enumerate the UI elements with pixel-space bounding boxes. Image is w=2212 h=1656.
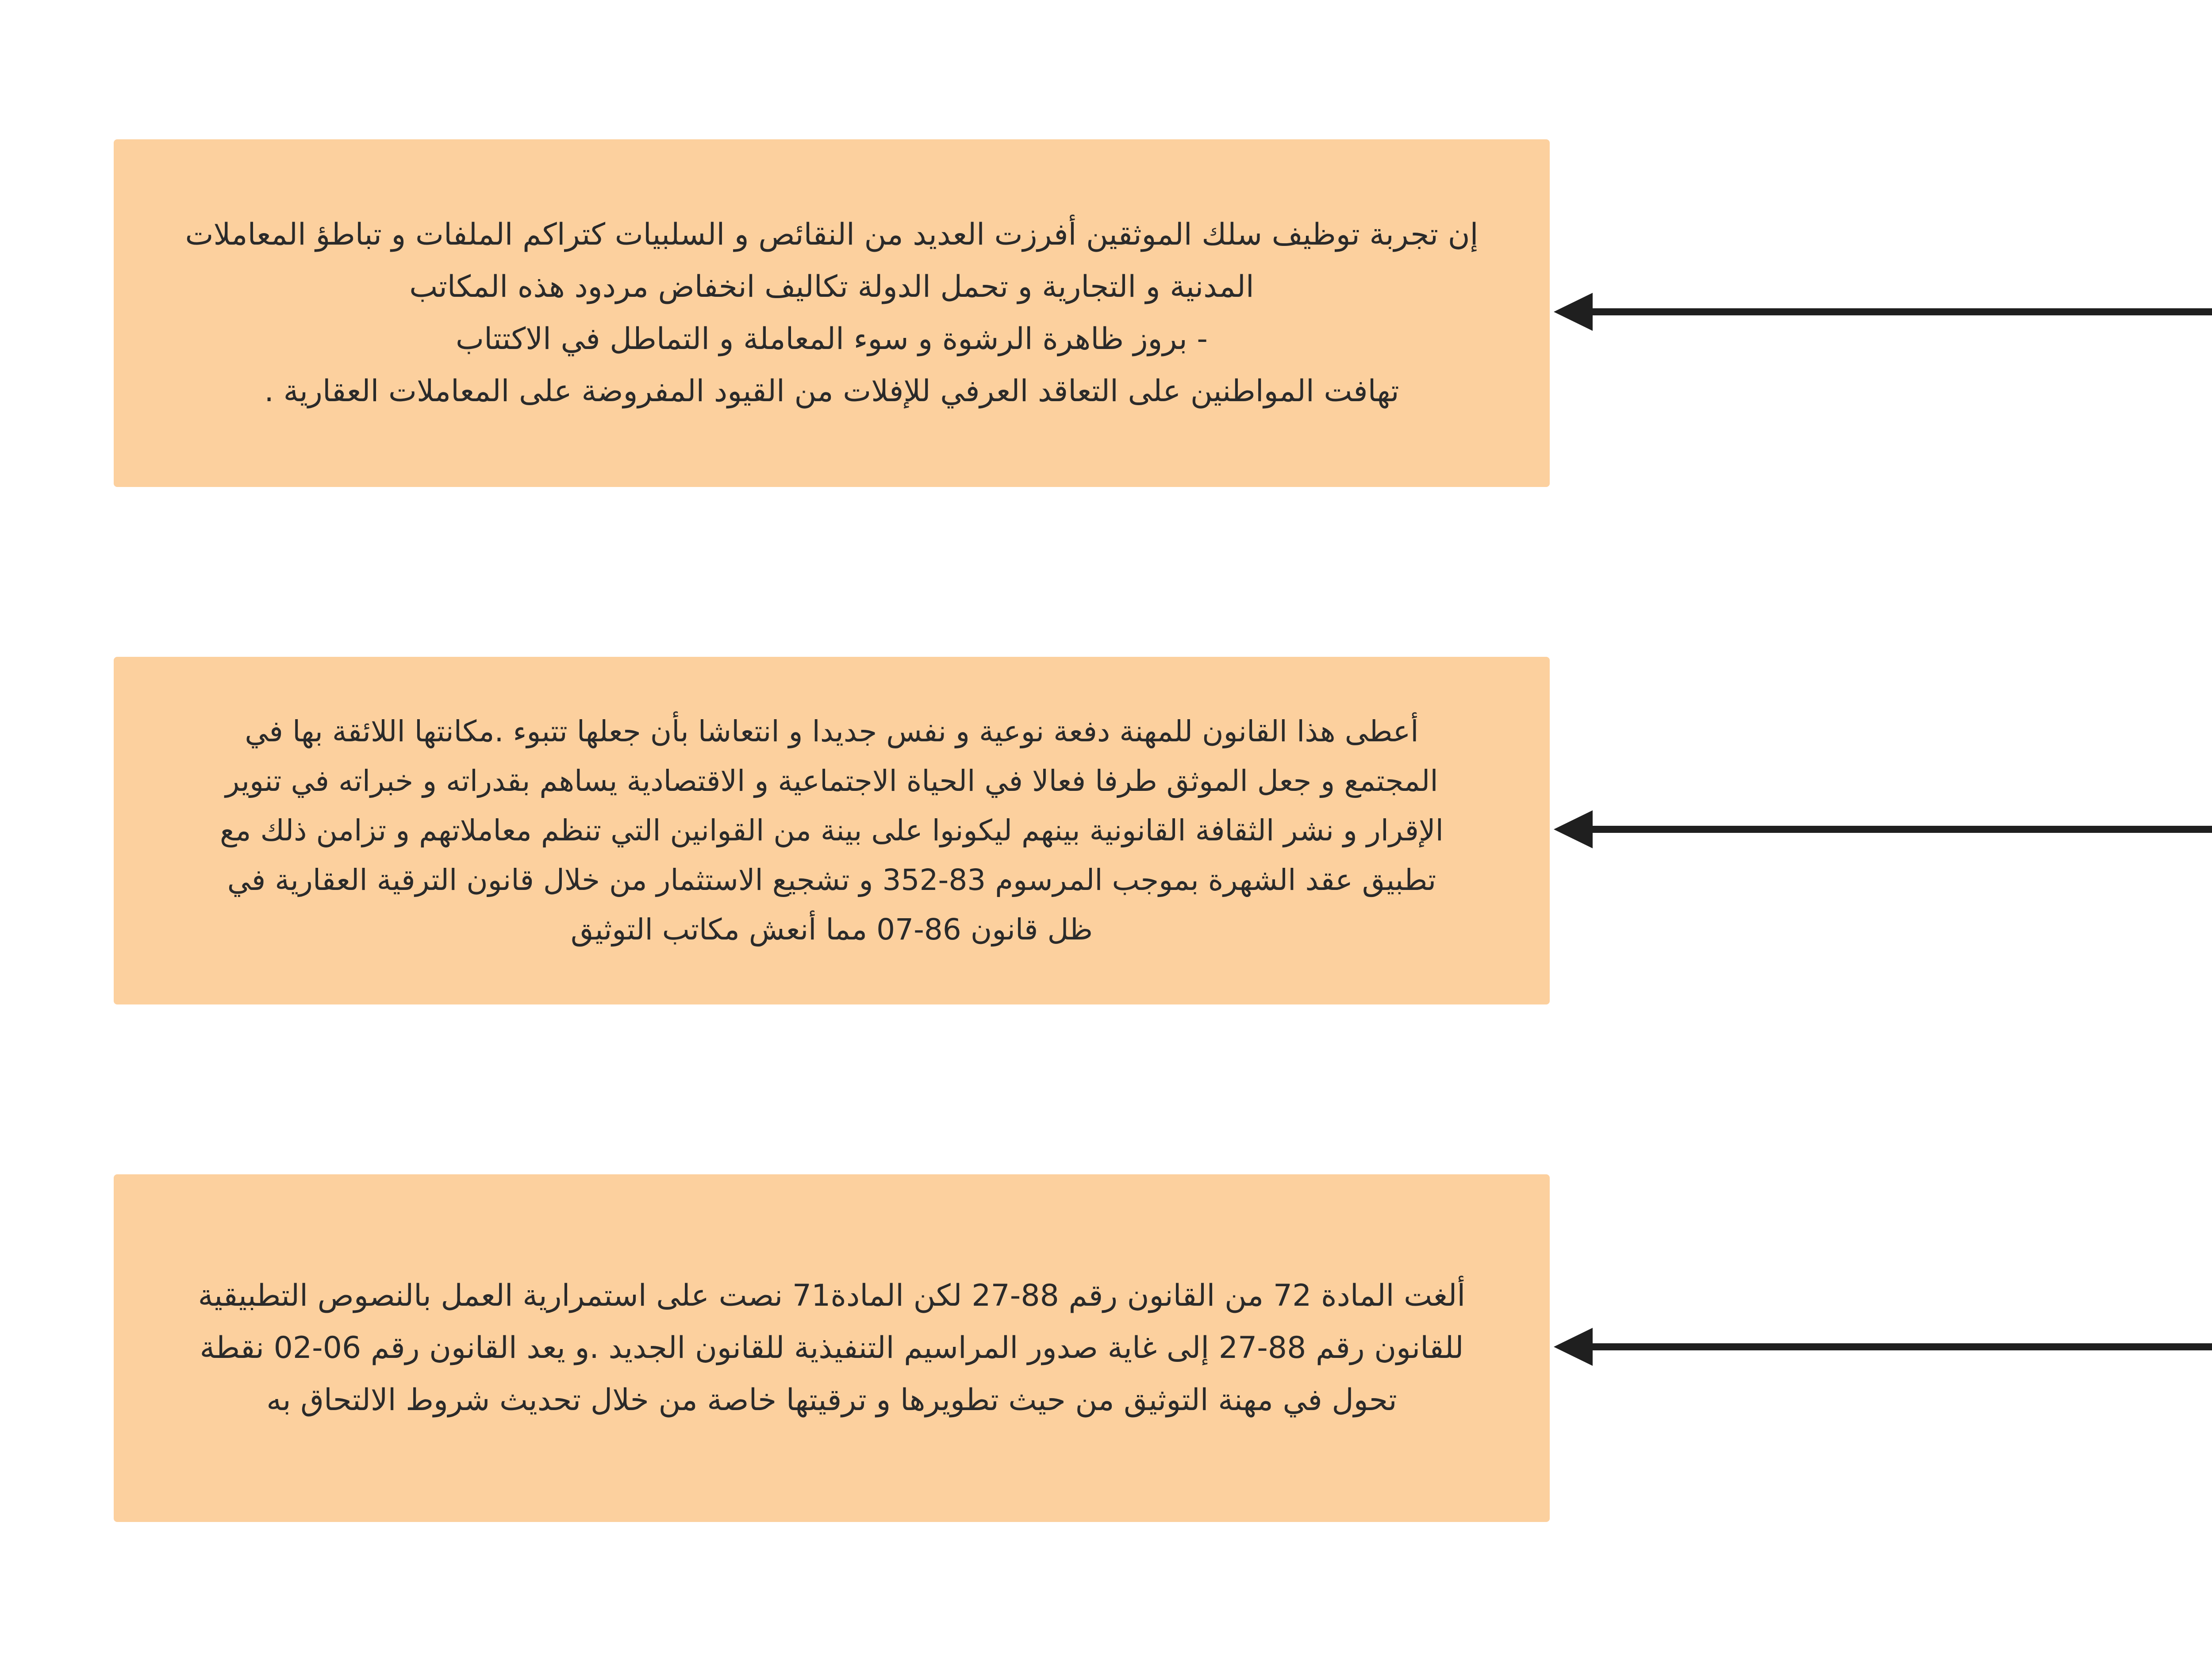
arrow-3: [1554, 1328, 2212, 1366]
description-text-2: أعطى هذا القانون للمهنة دفعة نوعية و نفس جديدا و انتعاشا بأن جعلها تتبوء .مكانتها اللائقة بها في المجتمع و جعل الموثق طرفا فعالا في الحياة الاجتماعية و الاقتصادية يساهم بقدراته و خبراته في تنوير الإقرار و نشر الثقافة القانونية بينهم ليكونوا على بينة من القوانين التي تنظم معاملاتهم و تزامن ذلك مع تطبيق عقد الشهرة بموجب المرسوم 83-352 و تشجيع الاستثمار من خلال قانون الترقية العقارية في ظل قانون 86-07 مما أنعش مكاتب التوثيق: [219, 714, 1444, 947]
description-box-2: [114, 657, 1550, 1004]
description-box-1: [114, 139, 1550, 487]
arrow-3-head: [1554, 1328, 1593, 1366]
arrow-2: [1554, 810, 2212, 848]
arrow-1-head: [1554, 293, 1593, 331]
description-text-3: ألغت المادة 72 من القانون رقم 88-27 لكن المادة71 نصت على استمرارية العمل بالنصوص التطبيقية للقانون رقم 88-27 إلى غاية صدور المراسيم التنفيذية للقانون الجديد .و يعد القانون رقم 06-02 نقطة تحول في مهنة التوثيق من حيث تطويرها و ترقيتها خاصة من خلال تحديث شروط الالتحاق به: [198, 1278, 1466, 1418]
description-text-1: إن تجربة توظيف سلك الموثقين أفرزت العديد من النقائص و السلبيات كتراكم الملفات و تباطؤ المعاملات المدنية و التجارية و تحمل الدولة تكاليف انخفاض مردود هذه المكاتب - بروز ظاهرة الرشوة و سوء المعاملة و التماطل في الاكتتاب تهافت المواطنين على التعاقد العرفي للإفلات من القيود المفروضة على المعاملات العقارية .: [185, 217, 1479, 409]
description-box-3: [114, 1174, 1550, 1522]
arrow-2-head: [1554, 810, 1593, 848]
arrow-1: [1554, 293, 2212, 331]
